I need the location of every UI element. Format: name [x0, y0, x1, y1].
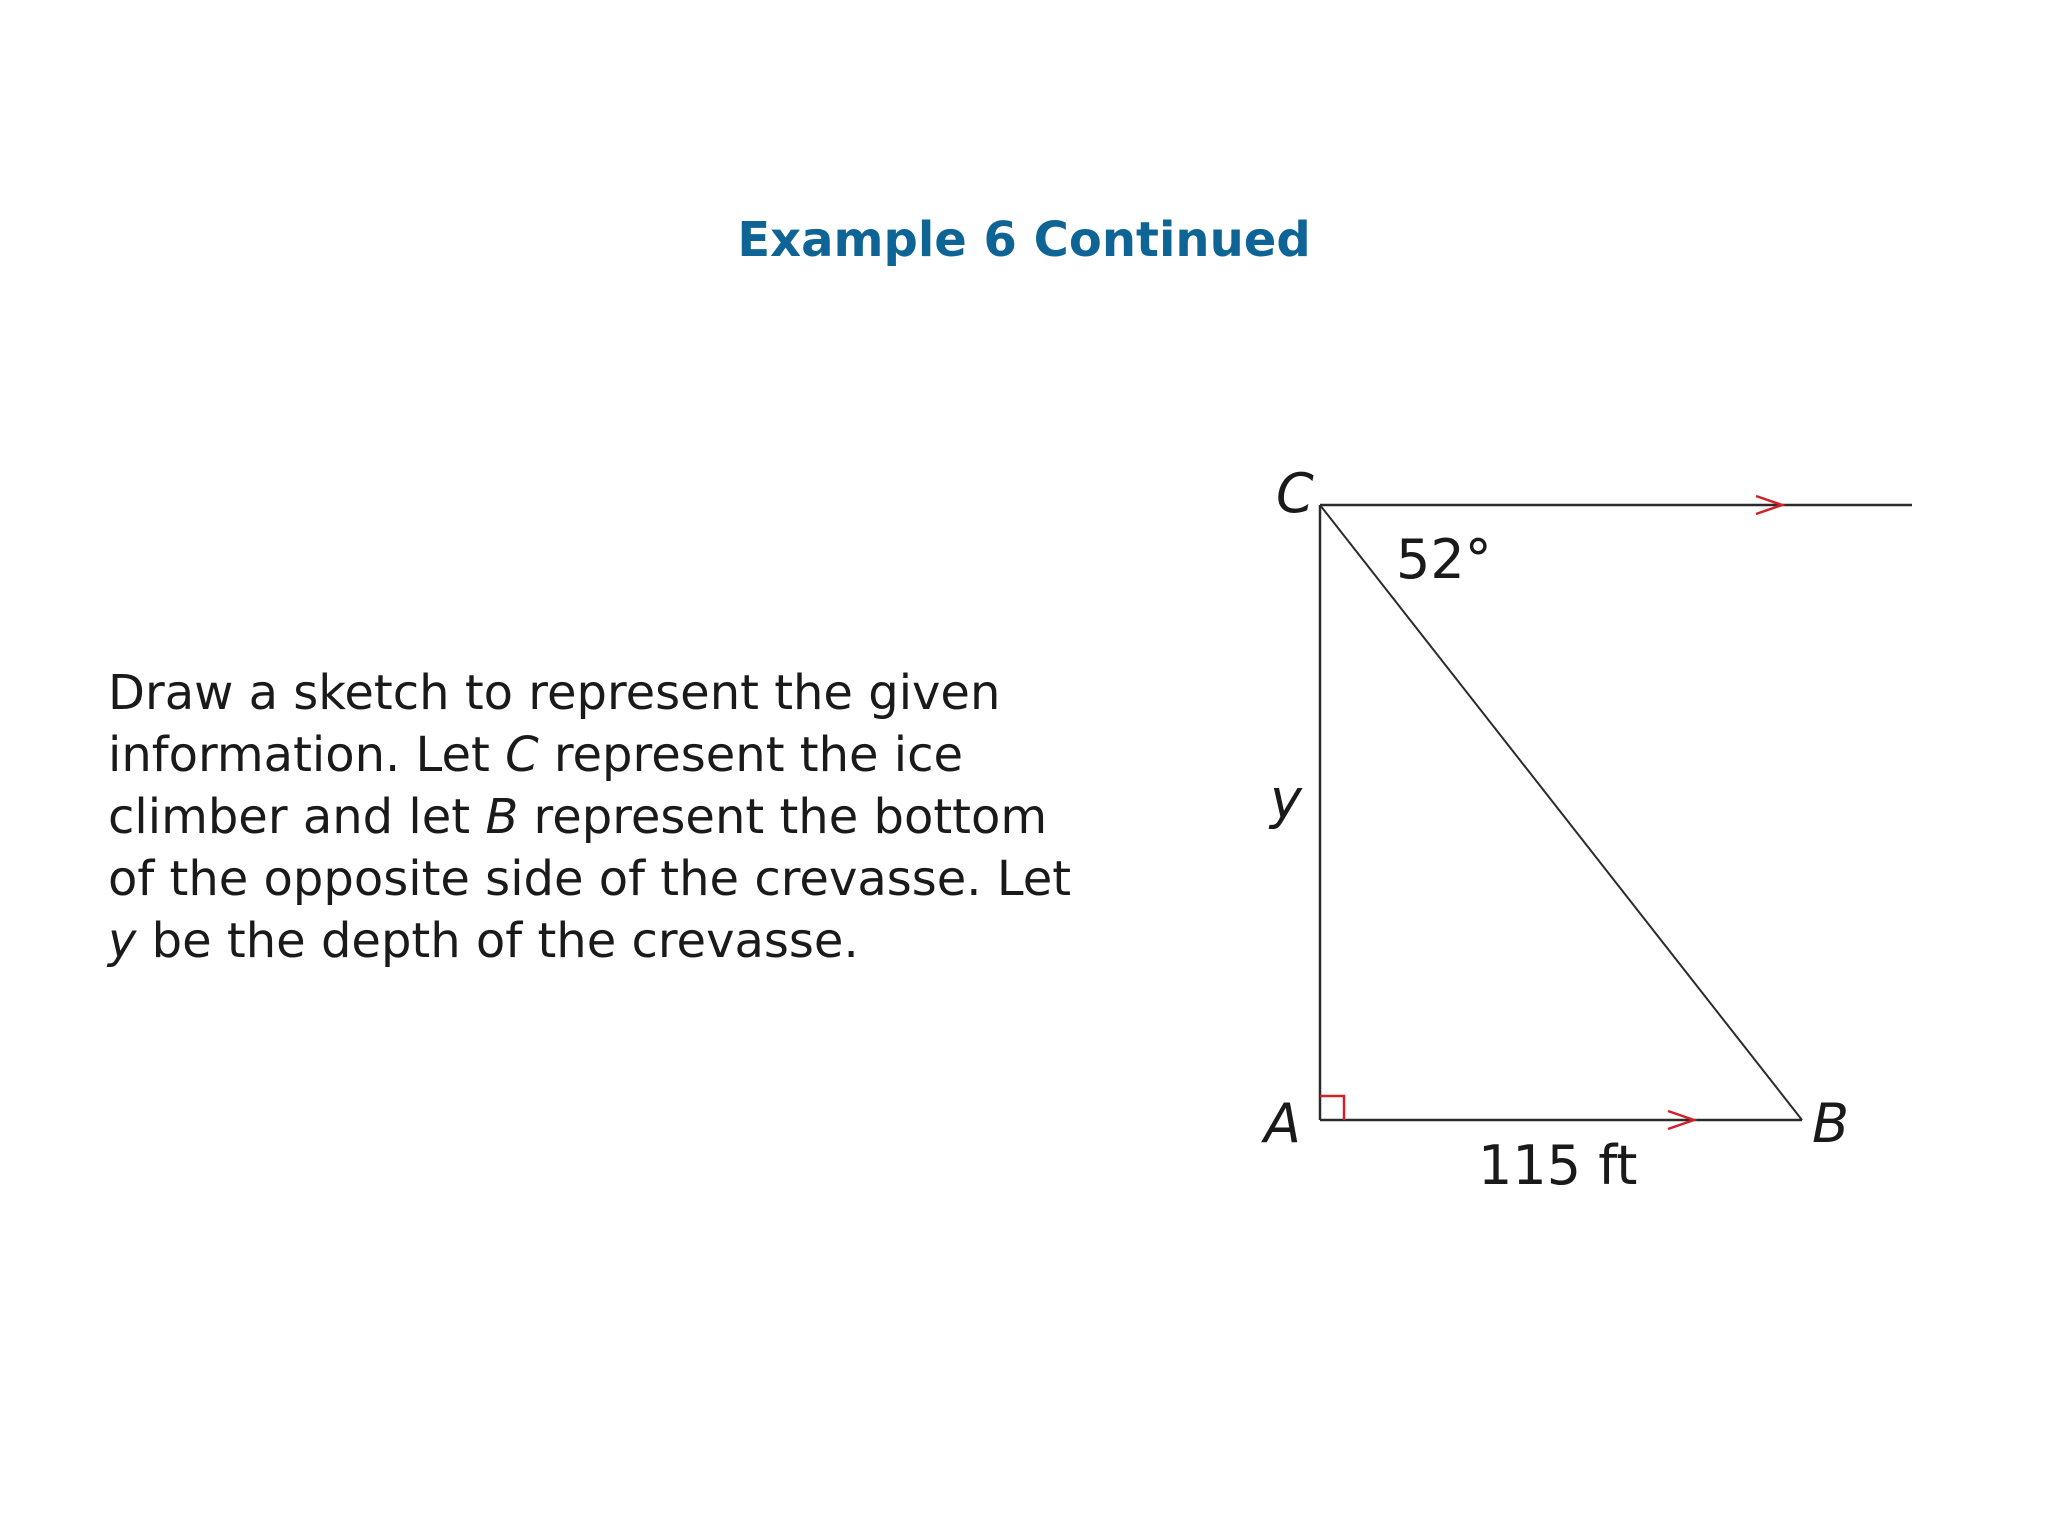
problem-line-1: Draw a sketch to represent the given	[108, 665, 1001, 721]
slide-title: Example 6 Continued	[737, 212, 1311, 268]
variable-b: B	[485, 789, 519, 845]
problem-line-5b: be the depth of the crevasse.	[136, 913, 859, 969]
point-label-b: B	[1812, 1092, 1850, 1155]
problem-line-3a: climber and let	[108, 789, 486, 845]
problem-line-2b: represent the ice	[538, 727, 964, 783]
point-label-a: A	[1264, 1092, 1301, 1155]
side-cb	[1320, 505, 1802, 1120]
variable-c: C	[505, 727, 539, 783]
point-label-c: C	[1276, 462, 1314, 525]
angle-label: 52°	[1396, 528, 1492, 591]
base-length-label: 115 ft	[1478, 1134, 1638, 1197]
problem-line-4: of the opposite side of the crevasse. Let	[108, 851, 1072, 907]
variable-y: y	[108, 913, 137, 969]
side-label-y: y	[1270, 768, 1302, 831]
problem-line-3b: represent the bottom	[518, 789, 1048, 845]
problem-line-2a: information. Let	[108, 727, 506, 783]
right-angle-mark	[1320, 1096, 1344, 1120]
